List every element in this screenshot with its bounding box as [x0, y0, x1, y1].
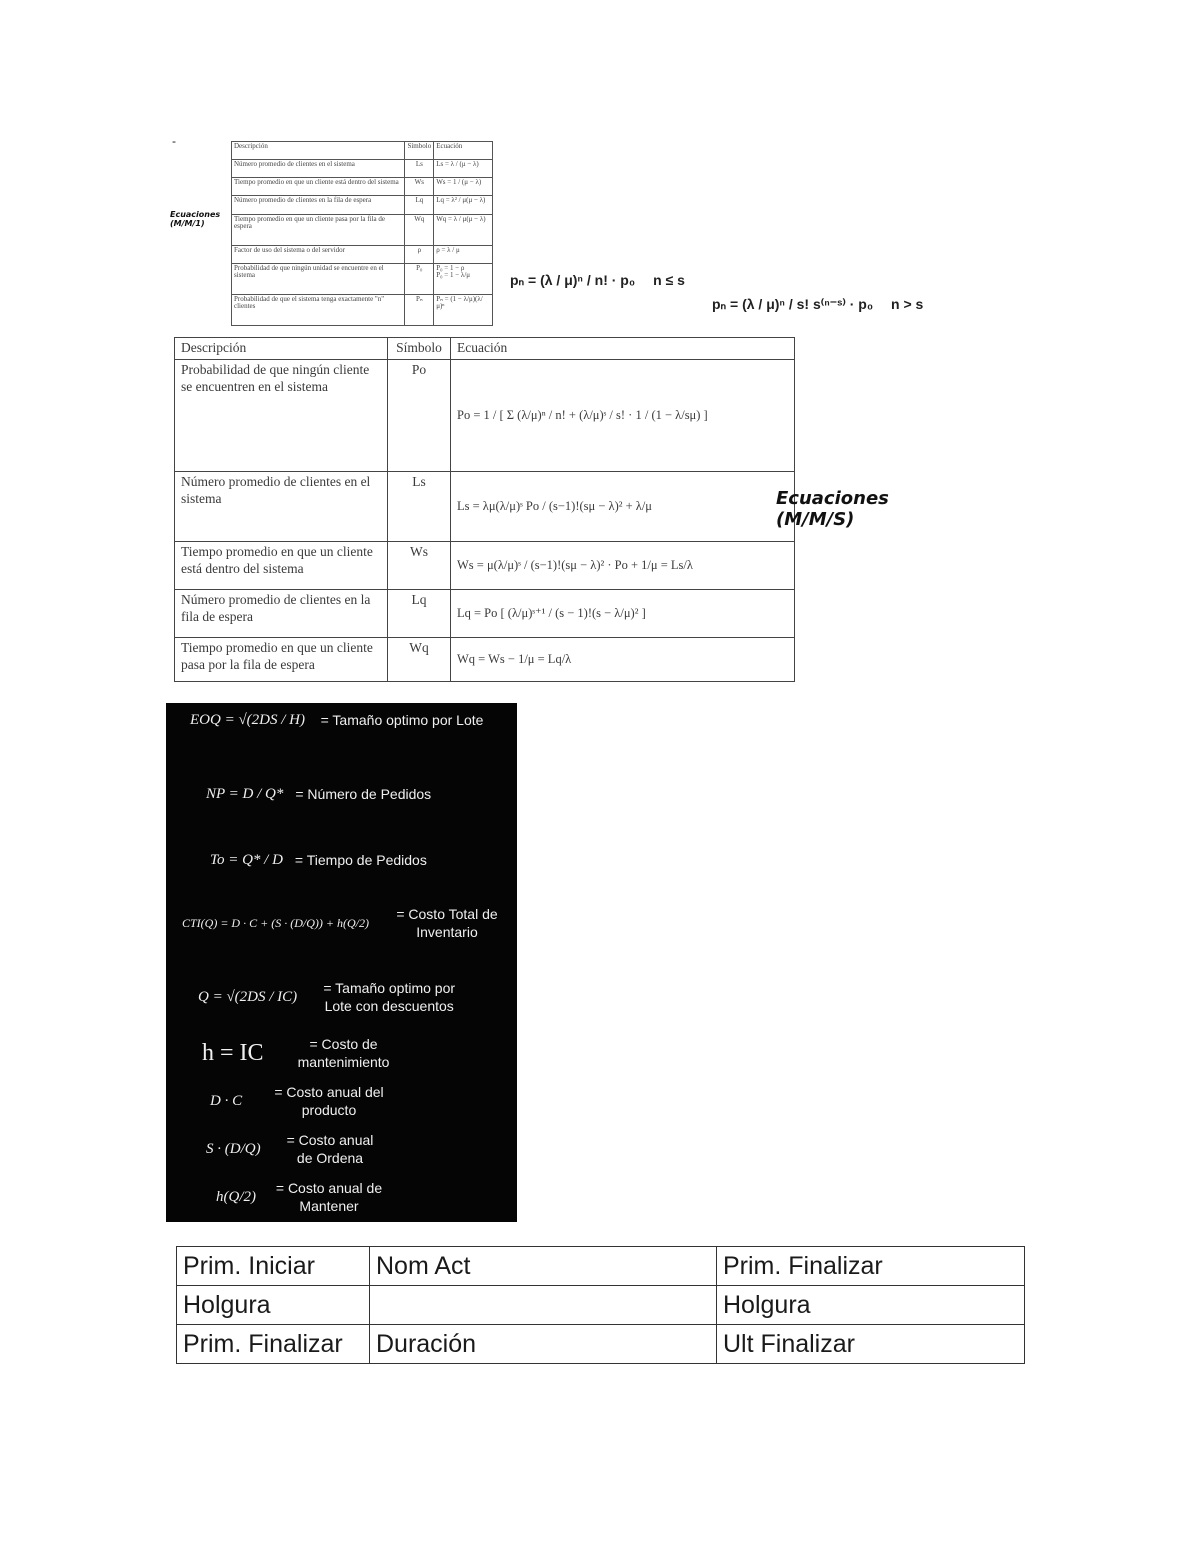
- eoq-formula: EOQ = √(2DS / H): [190, 711, 306, 728]
- header-description: Descripción: [175, 338, 388, 360]
- row-equation: Wq = Ws − 1/μ = Lq/λ: [451, 637, 795, 681]
- row-description: Número promedio de clientes en la fila de espera: [175, 589, 388, 637]
- np-description: = Número de Pedidos: [295, 786, 432, 802]
- np-formula: NP = D / Q*: [206, 785, 284, 802]
- cell-duration: Duración: [370, 1325, 717, 1364]
- row-description: Probabilidad de que el sistema tenga exactamente "n" clientes: [232, 294, 405, 325]
- hq2-row: [216, 1179, 384, 1215]
- table-row: [232, 160, 493, 178]
- table-row: [232, 263, 493, 294]
- eoq-description: = Tamaño optimo por Lote: [320, 712, 484, 728]
- inventory-formulas-panel: [166, 703, 517, 1222]
- row-equation: Ws = μ(λ/μ)ˢ / (s−1)!(sμ − λ)² · Po + 1/μ = Ls/λ: [451, 541, 795, 589]
- row-symbol: Po: [388, 359, 451, 471]
- row-symbol: Ws: [405, 178, 434, 196]
- pn-condition-right: n > s: [891, 296, 924, 312]
- row-description: Número promedio de clientes en el sistema: [175, 471, 388, 541]
- row-equation: Ls = λμ(λ/μ)ˢ Po / (s−1)!(sμ − λ)² + λ/μ: [451, 471, 795, 541]
- pn-formula-left: pₙ = (λ / μ)ⁿ / n! · p₀: [510, 272, 636, 288]
- mm1-equations-table: [231, 141, 493, 326]
- mms-equations-table: [174, 337, 795, 682]
- eoq-row: [190, 711, 487, 729]
- activity-node-table: [176, 1246, 1025, 1364]
- row-description: Probabilidad de que ningún cliente se encuentren en el sistema: [175, 359, 388, 471]
- row-equation: Ws = 1 / (μ − λ): [434, 178, 493, 196]
- cell-earliest-finish: Prim. Finalizar: [717, 1247, 1025, 1286]
- cti-formula: CTI(Q) = D · C + (S · (D/Q)) + h(Q/2): [182, 915, 369, 930]
- table-row: [232, 214, 493, 245]
- table-row: [177, 1325, 1025, 1364]
- row-symbol: Ls: [405, 160, 434, 178]
- row-description: Tiempo promedio en que un cliente pasa por la fila de espera: [232, 214, 405, 245]
- cell-earliest-start: Prim. Iniciar: [177, 1247, 370, 1286]
- cell-slack-right: Holgura: [717, 1286, 1025, 1325]
- header-equation: Ecuación: [451, 338, 795, 360]
- row-symbol: Wq: [388, 637, 451, 681]
- row-description: Tiempo promedio en que un cliente está dentro del sistema: [175, 541, 388, 589]
- mms-handwritten-label: Ecuaciones (M/M/S): [776, 488, 889, 530]
- s-dq-description: = Costo anual de Ordena: [286, 1132, 374, 1167]
- row-equation: [434, 263, 493, 294]
- table-row: [175, 471, 795, 541]
- np-row: [206, 785, 431, 803]
- row-symbol: Ws: [388, 541, 451, 589]
- row-symbol: P₀: [405, 263, 434, 294]
- row-equation: Wq = λ / μ(μ − λ): [434, 214, 493, 245]
- row-symbol: Lq: [388, 589, 451, 637]
- cti-row: [182, 905, 502, 941]
- header-symbol: Símbolo: [405, 142, 434, 160]
- pn-formula-n-gt-s: [712, 296, 923, 313]
- table-row: [175, 359, 795, 471]
- to-row: [210, 851, 427, 869]
- row-symbol: Pₙ: [405, 294, 434, 325]
- row-symbol: ρ: [405, 245, 434, 263]
- row-description: Probabilidad de que ningún unidad se encuentre en el sistema: [232, 263, 405, 294]
- table-row: [175, 589, 795, 637]
- table-row: [177, 1247, 1025, 1286]
- table-row: [175, 541, 795, 589]
- q-discount-description: = Tamaño optimo por Lote con descuentos: [323, 980, 456, 1015]
- cell-activity-name: Nom Act: [370, 1247, 717, 1286]
- header-symbol: Símbolo: [388, 338, 451, 360]
- dc-formula: D · C: [210, 1092, 243, 1109]
- q-discount-formula: Q = √(2DS / IC): [198, 988, 298, 1005]
- row-description: Factor de uso del sistema o del servidor: [232, 245, 405, 263]
- h-description: = Costo de mantenimiento: [297, 1036, 390, 1071]
- dc-row: [210, 1083, 384, 1119]
- cell-empty: [370, 1286, 717, 1325]
- mm1-handwritten-label: Ecuaciones (M/M/1): [170, 210, 221, 229]
- h-formula: h = IC: [202, 1039, 264, 1066]
- cell-latest-finish: Ult Finalizar: [717, 1325, 1025, 1364]
- table-header-row: [232, 142, 493, 160]
- row-equation-line: P₀ = 1 − ρ: [436, 263, 465, 272]
- to-description: = Tiempo de Pedidos: [294, 852, 427, 868]
- header-equation: Ecuación: [434, 142, 493, 160]
- hq2-description: = Costo anual de Mantener: [275, 1180, 383, 1215]
- pn-condition-left: n ≤ s: [653, 272, 685, 288]
- s-dq-row: [206, 1131, 380, 1167]
- table-header-row: [175, 338, 795, 360]
- row-equation: Lq = Po [ (λ/μ)ˢ⁺¹ / (s − 1)!(s − λ/μ)² ]: [451, 589, 795, 637]
- row-equation: Pₙ = (1 − λ/μ)(λ/μ)ⁿ: [434, 294, 493, 325]
- table-row: [232, 178, 493, 196]
- cell-slack-left: Holgura: [177, 1286, 370, 1325]
- stray-dash: -: [172, 134, 176, 148]
- row-symbol: Lq: [405, 196, 434, 214]
- row-equation: ρ = λ / μ: [434, 245, 493, 263]
- row-symbol: Wq: [405, 214, 434, 245]
- row-description: Tiempo promedio en que un cliente pasa por la fila de espera: [175, 637, 388, 681]
- table-row: [232, 245, 493, 263]
- pn-formula-n-le-s: [510, 272, 685, 289]
- row-symbol: Ls: [388, 471, 451, 541]
- row-equation: Lq = λ² / μ(μ − λ): [434, 196, 493, 214]
- row-equation: Po = 1 / [ Σ (λ/μ)ⁿ / n! + (λ/μ)ˢ / s! · 1 / (1 − λ/sμ) ]: [451, 359, 795, 471]
- table-row: [232, 294, 493, 325]
- cti-description: = Costo Total de Inventario: [396, 906, 498, 941]
- q-discount-row: [198, 979, 469, 1015]
- header-description: Descripción: [232, 142, 405, 160]
- table-row: [175, 637, 795, 681]
- pn-formula-right: pₙ = (λ / μ)ⁿ / s! s⁽ⁿ⁻ˢ⁾ · p₀: [712, 296, 874, 312]
- h-row: [202, 1035, 404, 1071]
- to-formula: To = Q* / D: [210, 851, 283, 868]
- cell-earliest-finish-left: Prim. Finalizar: [177, 1325, 370, 1364]
- row-equation-line: P₀ = 1 − λ/μ: [436, 271, 471, 280]
- table-row: [177, 1286, 1025, 1325]
- row-equation: Ls = λ / (μ − λ): [434, 160, 493, 178]
- table-row: [232, 196, 493, 214]
- s-dq-formula: S · (D/Q): [206, 1140, 261, 1157]
- row-description: Número promedio de clientes en la fila de espera: [232, 196, 405, 214]
- row-description: Número promedio de clientes en el sistema: [232, 160, 405, 178]
- dc-description: = Costo anual del producto: [274, 1084, 384, 1119]
- row-description: Tiempo promedio en que un cliente está dentro del sistema: [232, 178, 405, 196]
- hq2-formula: h(Q/2): [216, 1188, 256, 1205]
